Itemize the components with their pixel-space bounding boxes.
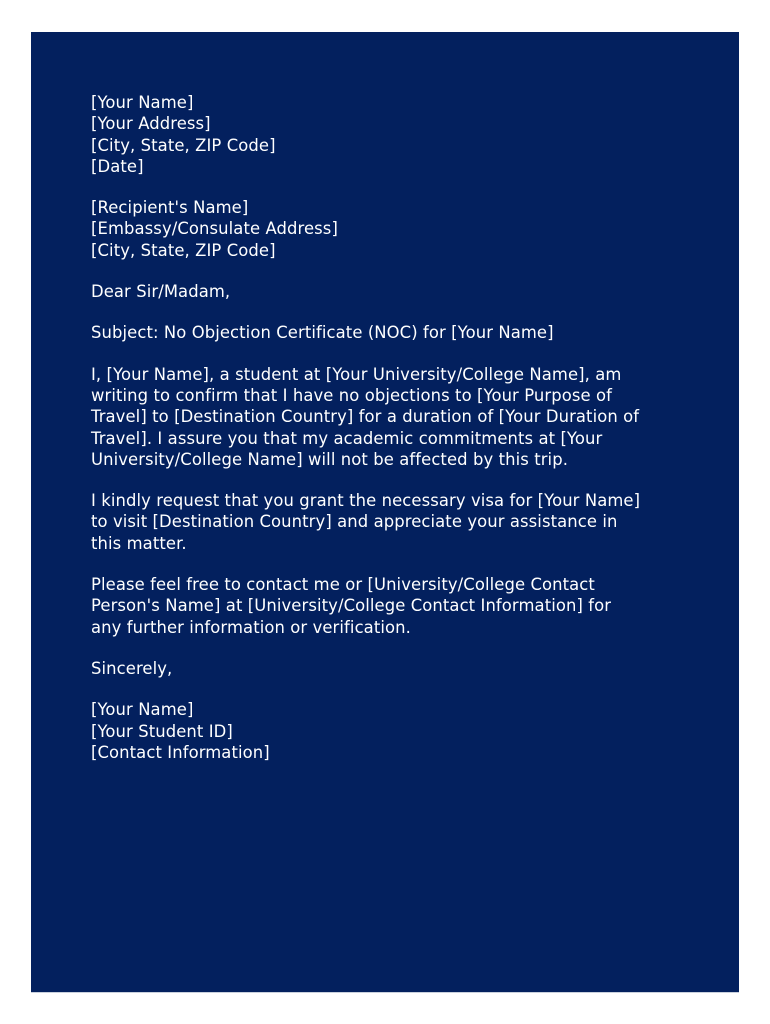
- paragraph-line: Travel]. I assure you that my academic commitments at [Your: [91, 428, 603, 448]
- paragraph-line: University/College Name] will not be affected by this trip.: [91, 449, 569, 469]
- signature-name: [Your Name]: [91, 700, 194, 720]
- paragraph-line: to visit [Destination Country] and appreciate your assistance in: [91, 512, 618, 532]
- body-paragraph-2: [91, 490, 691, 554]
- paragraph-line: I, [Your Name], a student at [Your University/College Name], am: [91, 364, 622, 384]
- sender-city-state-zip: [City, State, ZIP Code]: [91, 135, 276, 155]
- sender-address: [Your Address]: [91, 114, 211, 134]
- recipient-city-state-zip: [City, State, ZIP Code]: [91, 240, 276, 260]
- subject-block: [91, 322, 691, 343]
- paragraph-line: Person's Name] at [University/College Contact Information] for: [91, 596, 612, 616]
- subject-line: Subject: No Objection Certificate (NOC) for [Your Name]: [91, 323, 554, 343]
- body-paragraph-1: [91, 364, 691, 470]
- signature-student-id: [Your Student ID]: [91, 721, 233, 741]
- closing: Sincerely,: [91, 658, 173, 678]
- paragraph-line: Travel] to [Destination Country] for a duration of [Your Duration of: [91, 407, 640, 427]
- salutation: Dear Sir/Madam,: [91, 282, 231, 302]
- paragraph-line: this matter.: [91, 533, 187, 553]
- signature-block: [91, 699, 691, 763]
- salutation-block: [91, 281, 691, 302]
- paragraph-line: writing to confirm that I have no objections to [Your Purpose of: [91, 385, 612, 405]
- letter-date: [Date]: [91, 156, 144, 176]
- paragraph-line: Please feel free to contact me or [University/College Contact: [91, 575, 595, 595]
- letter-content: [91, 92, 691, 783]
- sender-block: [91, 92, 691, 177]
- signature-contact: [Contact Information]: [91, 742, 270, 762]
- sender-name: [Your Name]: [91, 93, 194, 112]
- paragraph-line: I kindly request that you grant the necessary visa for [Your Name]: [91, 491, 641, 511]
- recipient-block: [91, 197, 691, 261]
- recipient-name: [Recipient's Name]: [91, 198, 249, 218]
- body-paragraph-3: [91, 574, 691, 638]
- paragraph-line: any further information or verification.: [91, 617, 411, 637]
- letter-page: [31, 32, 739, 993]
- closing-block: [91, 658, 691, 679]
- recipient-address: [Embassy/Consulate Address]: [91, 219, 338, 239]
